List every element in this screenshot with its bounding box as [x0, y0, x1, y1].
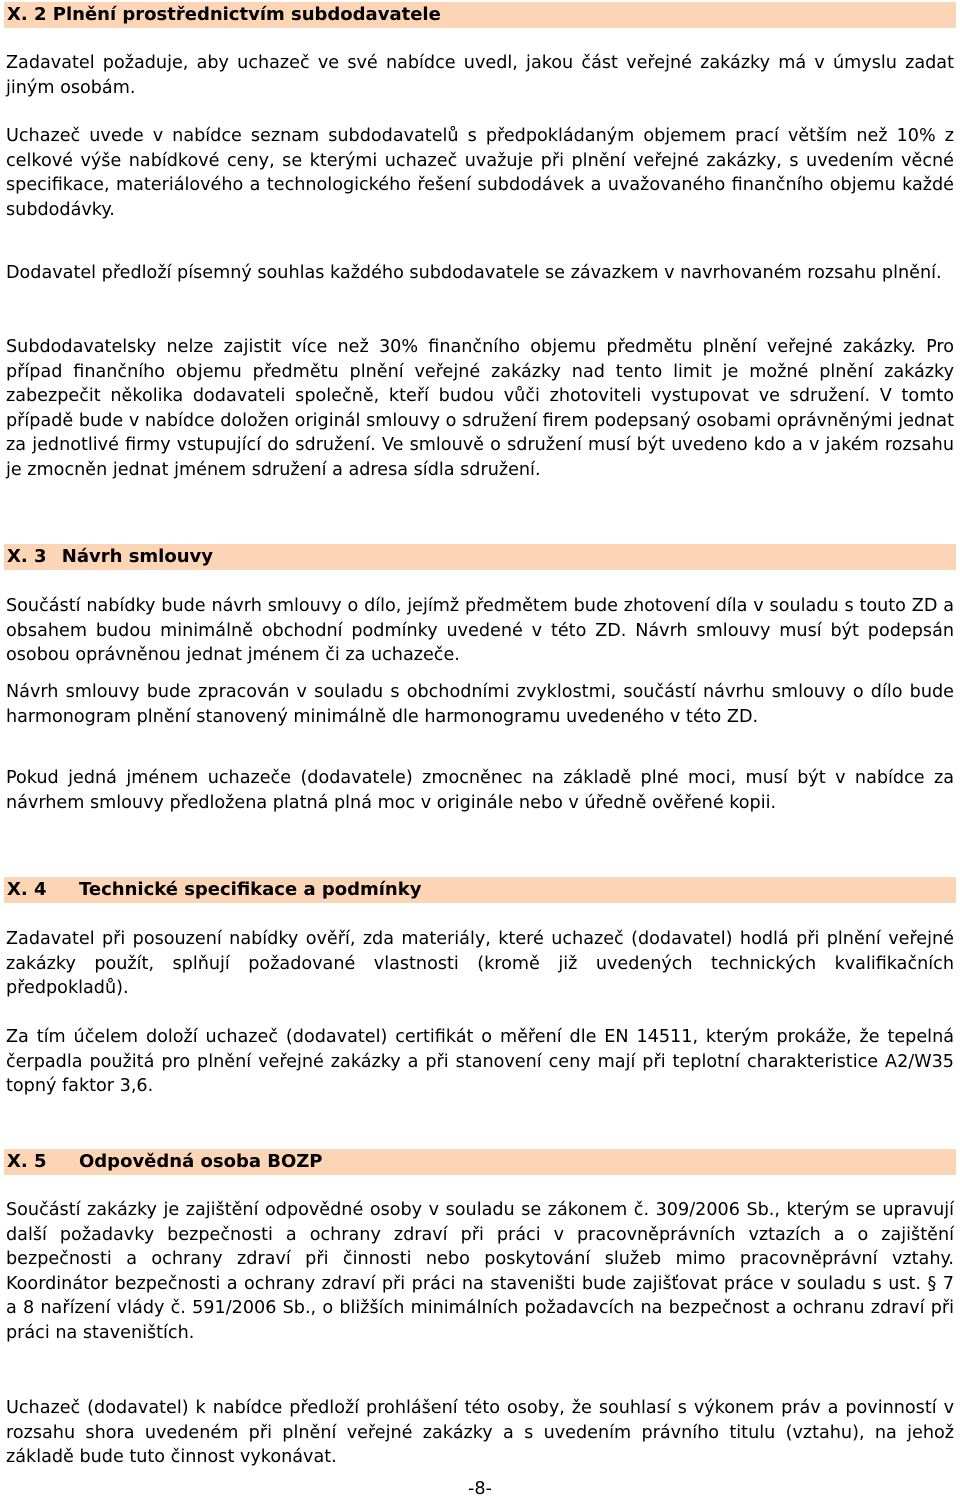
section-number: X. 4 [7, 879, 47, 900]
paragraph: Subdodavatelsky nelze zajistit více než 30% finančního objemu předmětu plnění veřejné zakázky. Pro případ finančního objemu předmětu plnění veřejné zakázky nad tento limit je možné plnění zakázky zabezpečit několika dodavateli společně, kteří budou vůči zhotoviteli vystupovat ve sdružení. V tomto případě bude v nabídce doložen originál smlouvy o sdružení firem podepsaný osobami oprávněnými jednat za jednotlivé firmy vstupující do sdružení. Ve smlouvě o sdružení musí být uvedeno kdo a v jakém rozsahu je zmocněn jednat jménem sdružení a adresa sídla sdružení. [6, 337, 954, 480]
paragraph: Zadavatel požaduje, aby uchazeč ve své nabídce uvedl, jakou část veřejné zakázky má v úmyslu zadat jiným osobám. [6, 53, 954, 98]
paragraph: Součástí zakázky je zajištění odpovědné osoby v souladu se zákonem č. 309/2006 Sb., kterým se upravují další požadavky bezpečnosti a ochrany zdraví při práci v pracovněprávních vztazích a o zajištění bezpečnosti a ochrany zdraví při činnosti nebo poskytování služeb mimo pracovněprávní vztahy. Koordinátor bezpečnosti a ochrany zdraví při práci na staveništi bude zajišťovat práce v souladu s ust. § 7 a 8 nařízení vlády č. 591/2006 Sb., o bližších minimálních požadavcích na bezpečnost a ochranu zdraví při práci na staveništích. [6, 1200, 954, 1343]
paragraph: Pokud jedná jménem uchazeče (dodavatele) zmocněnec na základě plné moci, musí být v nabídce za návrhem smlouvy předložena platná plná moc v originále nebo v úředně ověřené kopii. [6, 768, 954, 813]
paragraph: Součástí nabídky bude návrh smlouvy o dílo, jejímž předmětem bude zhotovení díla v souladu s touto ZD a obsahem budou minimálně obchodní podmínky uvedené v této ZD. Návrh smlouvy musí být podepsán osobou oprávněnou jednat jménem či za uchazeče. [6, 596, 954, 666]
section-heading-x2-text: X. 2 Plnění prostřednictvím subdodavatele [7, 4, 441, 25]
page-number: -8- [468, 1479, 492, 1499]
section-number: X. 3 [7, 546, 47, 567]
section-number: X. 5 [7, 1151, 47, 1172]
section-heading-x2 [4, 2, 956, 28]
paragraph: Za tím účelem doloží uchazeč (dodavatel) certifikát o měření dle EN 14511, kterým prokáže, že tepelná čerpadla použitá pro plnění veřejné zakázky a při stanovení ceny mají při teplotní charakteristice A2/W35 topný faktor 3,6. [6, 1027, 954, 1097]
paragraph: Návrh smlouvy bude zpracován v souladu s obchodními zvyklostmi, součástí návrhu smlouvy o dílo bude harmonogram plnění stanovený minimálně dle harmonogramu uvedeného v této ZD. [6, 682, 954, 727]
section-heading-x3 [4, 544, 956, 570]
paragraph: Dodavatel předloží písemný souhlas každého subdodavatele se závazkem v navrhovaném rozsahu plnění. [6, 263, 942, 283]
section-title: Technické specifikace a podmínky [79, 879, 422, 900]
section-heading-x4 [4, 877, 956, 903]
section-title: Odpovědná osoba BOZP [79, 1151, 323, 1172]
paragraph: Uchazeč uvede v nabídce seznam subdodavatelů s předpokládaným objemem prací větším než 10% z celkové výše nabídkové ceny, se kterými uchazeč uvažuje při plnění veřejné zakázky, s uvedením věcné specifikace, materiálového a technologického řešení subdodávek a uvažovaného finančního objemu každé subdodávky. [6, 126, 954, 220]
paragraph: Zadavatel při posouzení nabídky ověří, zda materiály, které uchazeč (dodavatel) hodlá při plnění veřejné zakázky použít, splňují požadované vlastnosti (kromě již uvedených technických kvalifikačních předpokladů). [6, 929, 954, 999]
section-heading-x5 [4, 1149, 956, 1175]
paragraph: Uchazeč (dodavatel) k nabídce předloží prohlášení této osoby, že souhlasí s výkonem práv a povinností v rozsahu shora uvedeném při plnění veřejné zakázky a s uvedením právního titulu (vztahu), na jehož základě bude tuto činnost vykonávat. [6, 1398, 954, 1468]
section-title: Návrh smlouvy [61, 546, 213, 567]
